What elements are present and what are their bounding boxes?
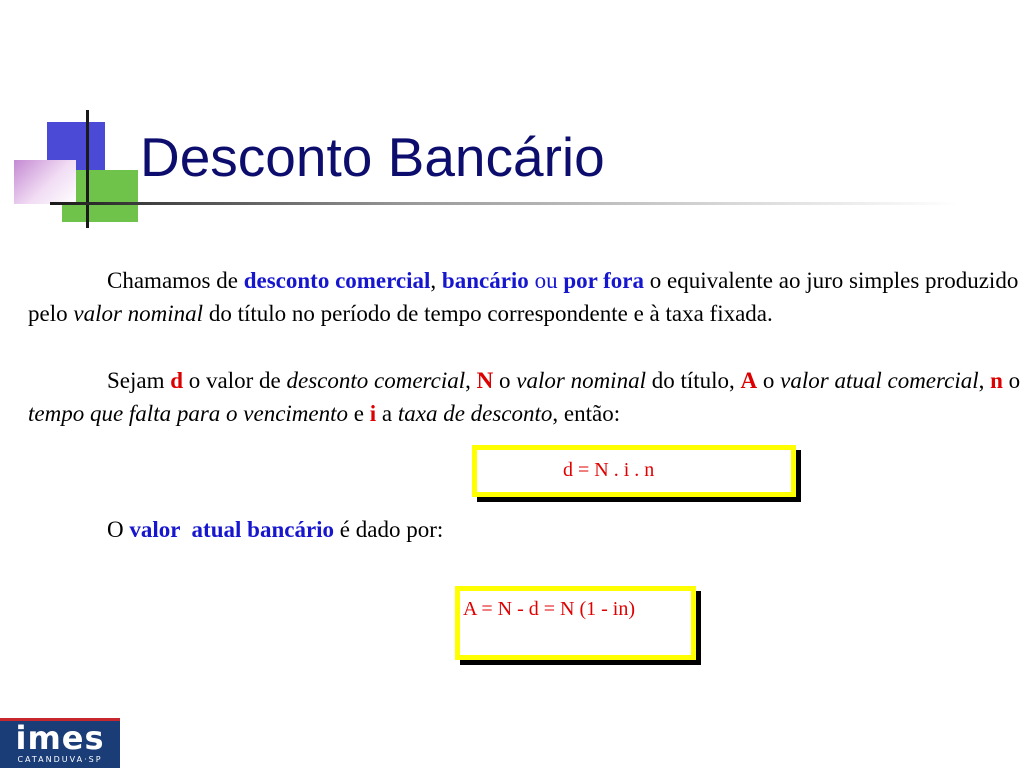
var-d: d xyxy=(170,368,184,393)
paragraph-valor-atual: O valor atual bancário é dado por: xyxy=(107,517,444,542)
term-valor-atual-bancario: valor atual bancário xyxy=(129,517,335,542)
formula-discount: d = N . i . n xyxy=(563,459,655,481)
imes-logo xyxy=(0,718,120,768)
var-i: i xyxy=(369,401,377,426)
paragraph-definition: Chamamos de desconto comercial, bancário ou por fora o equivalente ao juro simples produzido pelo valor nominal do título no período de tempo correspondente e à taxa fixada. xyxy=(28,268,1019,326)
title-underline xyxy=(50,202,960,205)
term-bancario: bancário xyxy=(441,268,529,293)
slide-title: Desconto Bancário xyxy=(140,126,605,188)
decor-vertical-line xyxy=(86,110,89,228)
term-desconto-comercial: desconto comercial xyxy=(243,268,431,293)
formula-present-value: A = N - d = N (1 - in) xyxy=(463,598,635,620)
var-A: A xyxy=(740,368,758,393)
formula-box-discount xyxy=(472,445,796,497)
formula-box-present-value xyxy=(455,586,696,660)
logo-wordmark: imes xyxy=(15,719,105,757)
paragraph-variables: Sejam d o valor de desconto comercial, N o valor nominal do título, A o valor atual comercial, n o tempo que falta para o vencimento e i a taxa de desconto, então: xyxy=(28,368,1021,426)
term-por-fora: por fora xyxy=(563,268,645,293)
decor-pink-square xyxy=(14,160,76,204)
var-n: n xyxy=(990,368,1003,393)
logo-subtitle: CATANDUVA·SP xyxy=(17,755,103,764)
var-N: N xyxy=(476,368,494,393)
